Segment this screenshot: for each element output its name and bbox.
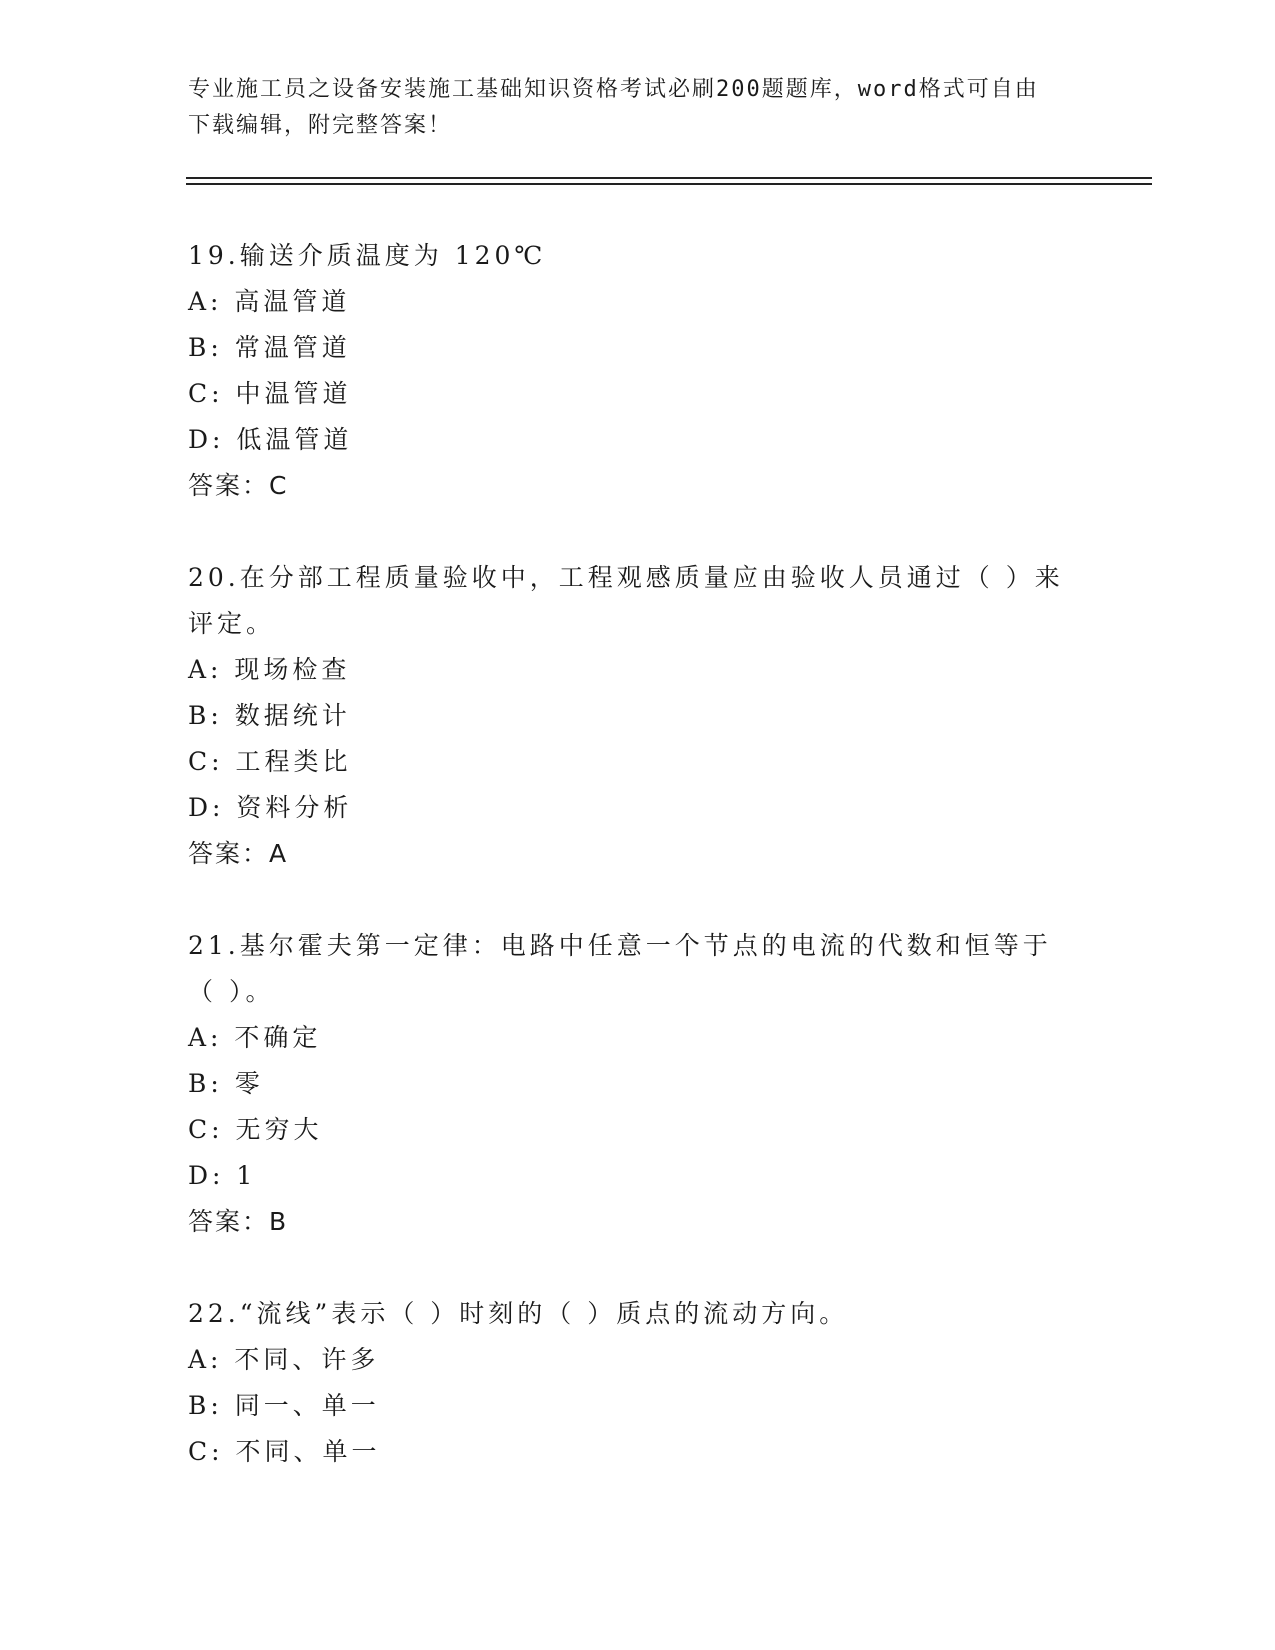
option-c: C: 工程类比 [188,747,352,776]
question-stem: 21.基尔霍夫第一定律：电路中任意一个节点的电流的代数和恒等于（ ）。 [188,931,1052,1006]
option-a: A: 现场检查 [188,655,351,684]
question-21 [188,923,1068,1245]
option-b: B: 常温管道 [188,333,351,362]
question-stem: 20.在分部工程质量验收中，工程观感质量应由验收人员通过（ ）来评定。 [188,563,1064,638]
question-stem: 22.“流线”表示（ ）时刻的（ ）质点的流动方向。 [188,1299,849,1328]
option-d: D: 资料分析 [188,793,353,822]
question-19 [188,233,1068,509]
option-c: C: 无穷大 [188,1115,323,1144]
answer: 答案：B [188,1207,289,1236]
option-b: B: 零 [188,1069,264,1098]
header-line-2: 下载编辑，附完整答案！ [188,113,453,138]
document-header [188,72,1068,144]
option-b: B: 数据统计 [188,701,351,730]
option-d: D: 低温管道 [188,425,353,454]
option-d: D: 1 [188,1161,257,1190]
question-20 [188,555,1068,877]
answer: 答案：C [188,471,289,500]
option-c: C: 中温管道 [188,379,352,408]
option-a: A: 不同、许多 [188,1345,380,1374]
answer: 答案：A [188,839,289,868]
header-divider-bottom [186,183,1152,185]
option-a: A: 高温管道 [188,287,351,316]
option-b: B: 同一、单一 [188,1391,380,1420]
header-line-1: 专业施工员之设备安装施工基础知识资格考试必刷200题题库，word格式可自由 [188,77,1039,102]
header-divider-top [186,177,1152,179]
option-a: A: 不确定 [188,1023,322,1052]
question-22 [188,1291,1068,1475]
question-stem: 19.输送介质温度为 120℃ [188,241,547,270]
question-list [188,233,1068,1521]
option-c: C: 不同、单一 [188,1437,381,1466]
